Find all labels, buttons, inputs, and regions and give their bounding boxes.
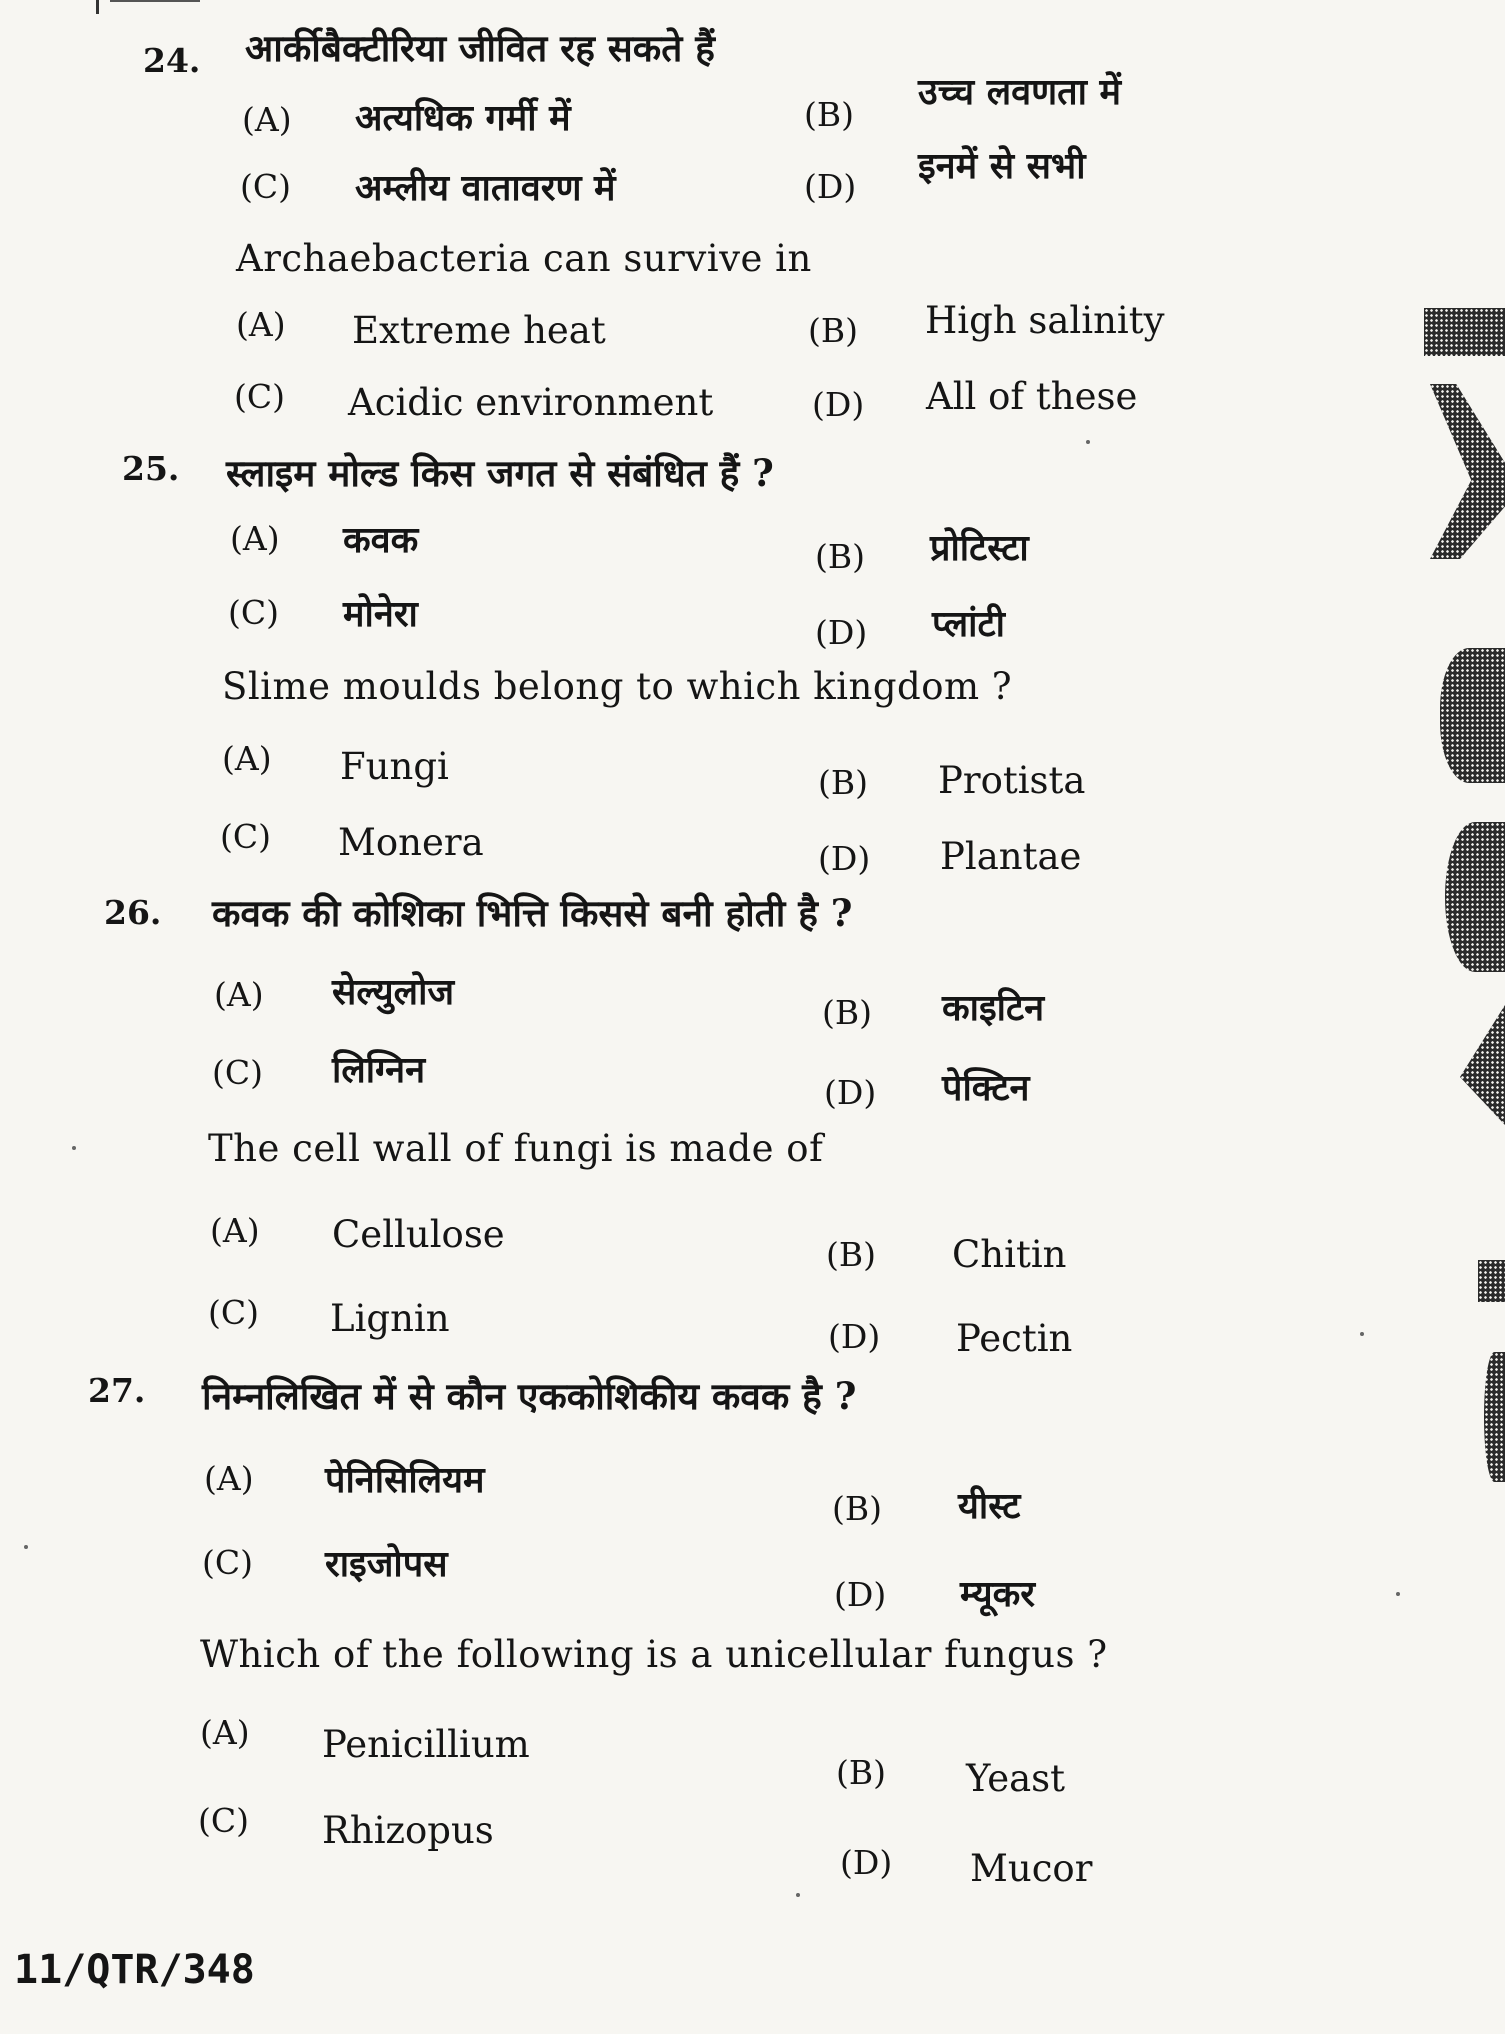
- option-label-b: (B): [808, 311, 858, 350]
- option-label-a: (A): [214, 975, 264, 1014]
- option-text-b-hindi: प्रोटिस्टा: [930, 527, 1029, 569]
- scan-speck: [1396, 1592, 1400, 1596]
- watermark-curve-3: [1484, 1352, 1505, 1482]
- option-label-c: (C): [220, 817, 271, 856]
- option-text-c-english: Acidic environment: [348, 381, 714, 424]
- question-number: 27.: [88, 1371, 146, 1410]
- question-number: 26.: [104, 893, 162, 932]
- option-label-d: (D): [824, 1073, 877, 1112]
- question-text-hindi: कवक की कोशिका भित्ति किससे बनी होती है ?: [212, 891, 853, 935]
- option-text-d-hindi: पेक्टिन: [942, 1067, 1030, 1109]
- option-label-b: (B): [826, 1235, 876, 1274]
- scan-speck: [24, 1545, 28, 1549]
- question-text-hindi: स्लाइम मोल्ड किस जगत से संबंधित हैं ?: [226, 451, 774, 495]
- watermark-triangle: [1460, 1005, 1505, 1125]
- option-label-d: (D): [818, 839, 871, 878]
- option-label-c: (C): [234, 377, 285, 416]
- option-label-b: (B): [832, 1489, 882, 1528]
- scan-speck: [796, 1893, 800, 1897]
- option-label-c: (C): [202, 1543, 253, 1582]
- option-label-c: (C): [198, 1801, 249, 1840]
- option-text-d-hindi: इनमें से सभी: [918, 145, 1086, 187]
- watermark-x-shape: [1430, 384, 1505, 559]
- option-label-d: (D): [812, 385, 865, 424]
- scan-speck: [1086, 440, 1090, 444]
- option-label-a: (A): [210, 1211, 260, 1250]
- option-text-c-hindi: अम्लीय वातावरण में: [355, 167, 616, 209]
- option-text-a-english: Fungi: [340, 745, 449, 788]
- option-text-b-english: Protista: [938, 759, 1086, 802]
- option-text-d-hindi: म्यूकर: [960, 1573, 1035, 1615]
- option-text-a-hindi: कवक: [343, 519, 419, 561]
- option-text-a-hindi: अत्यधिक गर्मी में: [355, 97, 571, 139]
- option-text-b-hindi: काइटिन: [942, 987, 1045, 1029]
- option-label-a: (A): [242, 100, 292, 139]
- watermark-block: [1478, 1260, 1505, 1302]
- question-number: 25.: [122, 449, 180, 488]
- option-text-a-hindi: पेनिसिलियम: [325, 1459, 485, 1501]
- scan-speck: [72, 1146, 76, 1150]
- question-text-hindi: आर्कीबैक्टीरिया जीवित रह सकते हैं: [245, 26, 715, 70]
- question-text-english: The cell wall of fungi is made of: [208, 1127, 824, 1170]
- option-text-d-english: Pectin: [956, 1317, 1073, 1360]
- option-text-b-english: High salinity: [925, 299, 1165, 342]
- option-label-a: (A): [230, 519, 280, 558]
- option-label-b: (B): [836, 1753, 886, 1792]
- option-text-a-english: Cellulose: [332, 1213, 505, 1256]
- option-label-d: (D): [828, 1317, 881, 1356]
- question-text-english: Archaebacteria can survive in: [236, 237, 812, 280]
- option-label-b: (B): [815, 537, 865, 576]
- option-label-c: (C): [240, 167, 291, 206]
- option-label-d: (D): [840, 1843, 893, 1882]
- option-text-c-hindi: राइजोपस: [325, 1543, 448, 1585]
- option-label-a: (A): [200, 1713, 250, 1752]
- option-text-d-hindi: प्लांटी: [932, 603, 1005, 645]
- option-text-b-hindi: यीस्ट: [958, 1485, 1021, 1527]
- option-label-b: (B): [804, 95, 854, 134]
- option-text-c-english: Rhizopus: [322, 1809, 494, 1852]
- option-text-a-hindi: सेल्युलोज: [332, 971, 455, 1013]
- option-text-c-english: Monera: [338, 821, 484, 864]
- watermark-bar: [1424, 308, 1505, 356]
- option-text-c-english: Lignin: [330, 1297, 450, 1340]
- page-edge-mark: [96, 0, 99, 14]
- option-label-d: (D): [804, 167, 857, 206]
- option-text-c-hindi: मोनेरा: [343, 593, 418, 635]
- paper-code: 11/QTR/348: [14, 1947, 255, 1993]
- option-text-d-english: Mucor: [970, 1847, 1093, 1890]
- option-label-b: (B): [822, 993, 872, 1032]
- option-text-d-english: All of these: [926, 375, 1138, 418]
- option-text-b-english: Chitin: [952, 1233, 1067, 1276]
- option-text-a-english: Extreme heat: [352, 309, 606, 352]
- watermark-curve-1: [1440, 648, 1505, 783]
- option-text-a-english: Penicillium: [322, 1723, 530, 1766]
- option-label-a: (A): [204, 1459, 254, 1498]
- option-label-d: (D): [834, 1575, 887, 1614]
- question-text-english: Slime moulds belong to which kingdom ?: [222, 665, 1013, 708]
- option-label-c: (C): [228, 593, 279, 632]
- option-label-d: (D): [815, 613, 868, 652]
- option-label-c: (C): [212, 1053, 263, 1092]
- question-text-hindi: निम्नलिखित में से कौन एककोशिकीय कवक है ?: [202, 1374, 857, 1418]
- option-text-d-english: Plantae: [940, 835, 1082, 878]
- question-number: 24.: [143, 41, 201, 80]
- option-text-b-hindi: उच्च लवणता में: [918, 71, 1122, 113]
- option-label-c: (C): [208, 1293, 259, 1332]
- option-label-a: (A): [222, 739, 272, 778]
- option-label-a: (A): [236, 305, 286, 344]
- scan-speck: [1360, 1332, 1364, 1336]
- option-label-b: (B): [818, 763, 868, 802]
- option-text-c-hindi: लिग्निन: [332, 1049, 426, 1091]
- question-text-english: Which of the following is a unicellular fungus ?: [200, 1633, 1108, 1676]
- option-text-b-english: Yeast: [966, 1757, 1066, 1800]
- watermark-curve-2: [1445, 822, 1505, 972]
- page-edge-mark: [110, 0, 200, 8]
